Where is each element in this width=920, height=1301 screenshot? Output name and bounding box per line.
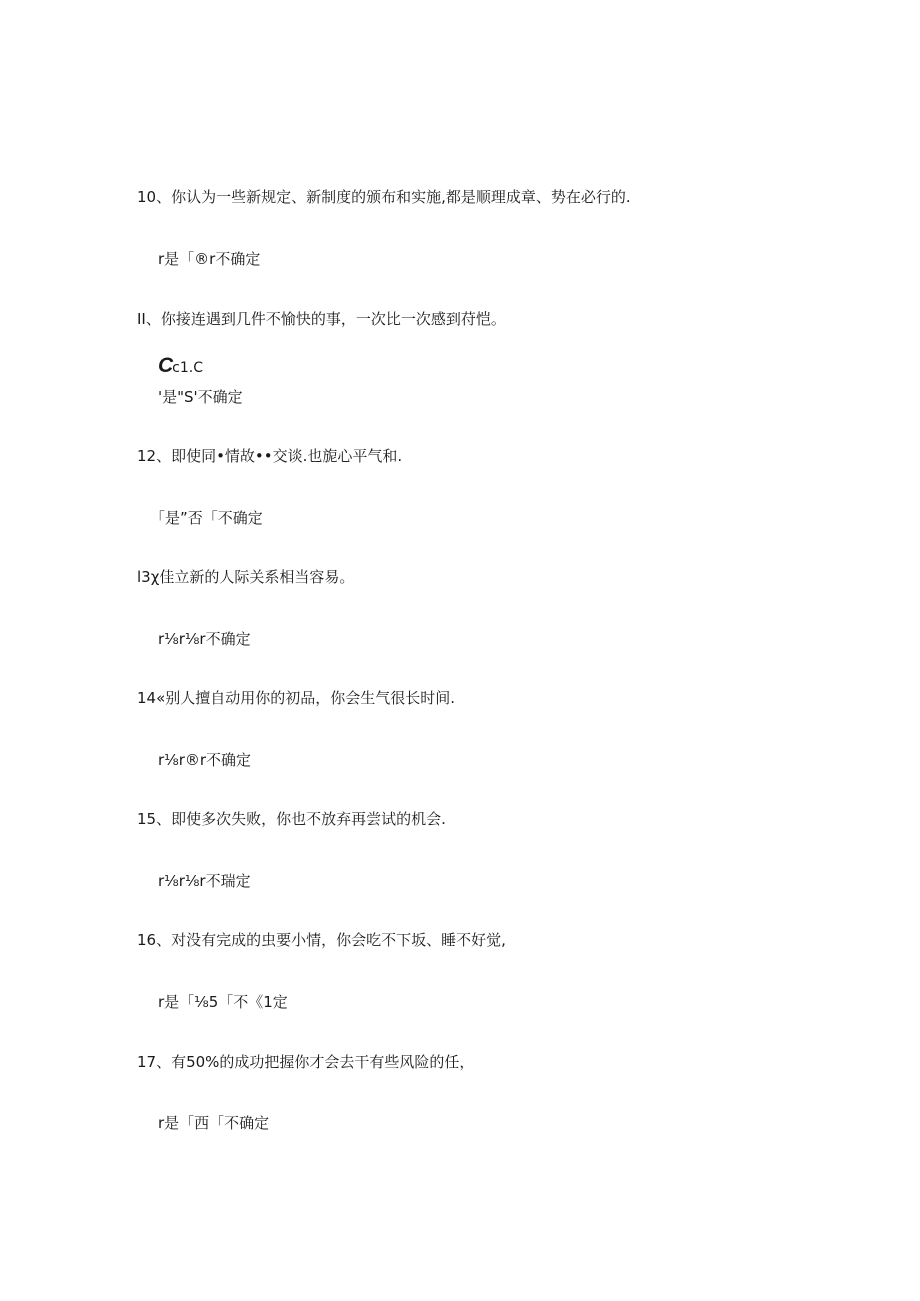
question-12: 12、即使同•情故••交谈.也旎心平气和. (137, 447, 403, 465)
options-10: r是「®r不确定 (158, 250, 261, 268)
option-fragment-letter: C (158, 354, 173, 377)
options-12: 「是”否「不确定 (150, 509, 263, 527)
question-11: II、你接连遇到几件不愉快的事，一次比一次感到苻恺。 (137, 310, 506, 328)
options-15: r⅛r⅛r不瑞定 (158, 872, 251, 890)
options-11: '是"S'不确定 (158, 388, 243, 406)
question-17: 17、有50%的成功把握你才会去干有些风险的任， (137, 1053, 475, 1071)
options-16: r是「⅛5「不《1定 (158, 993, 288, 1011)
question-15: 15、即使多次失败，你也不放弃再尝试的机会. (137, 810, 446, 828)
option-fragment-rest: c1.C (172, 360, 204, 376)
options-14: r⅛r®r不确定 (158, 751, 252, 769)
question-14: 14«别人擅自动用你的初品，你会生气很长时间. (137, 689, 456, 707)
question-10: 10、你认为一些新规定、新制度的颁布和实施,都是顺理成章、势在必行的. (137, 188, 631, 206)
question-16: 16、对没有完成的虫要小情，你会吃不下坂、睡不好觉, (137, 931, 506, 949)
options-13: r⅛r⅛r不确定 (158, 630, 251, 648)
question-13: l3χ佳立新的人际关系相当容易。 (137, 568, 355, 586)
options-17: r是「西「不确定 (158, 1114, 270, 1132)
options-11-fragment (158, 356, 203, 378)
